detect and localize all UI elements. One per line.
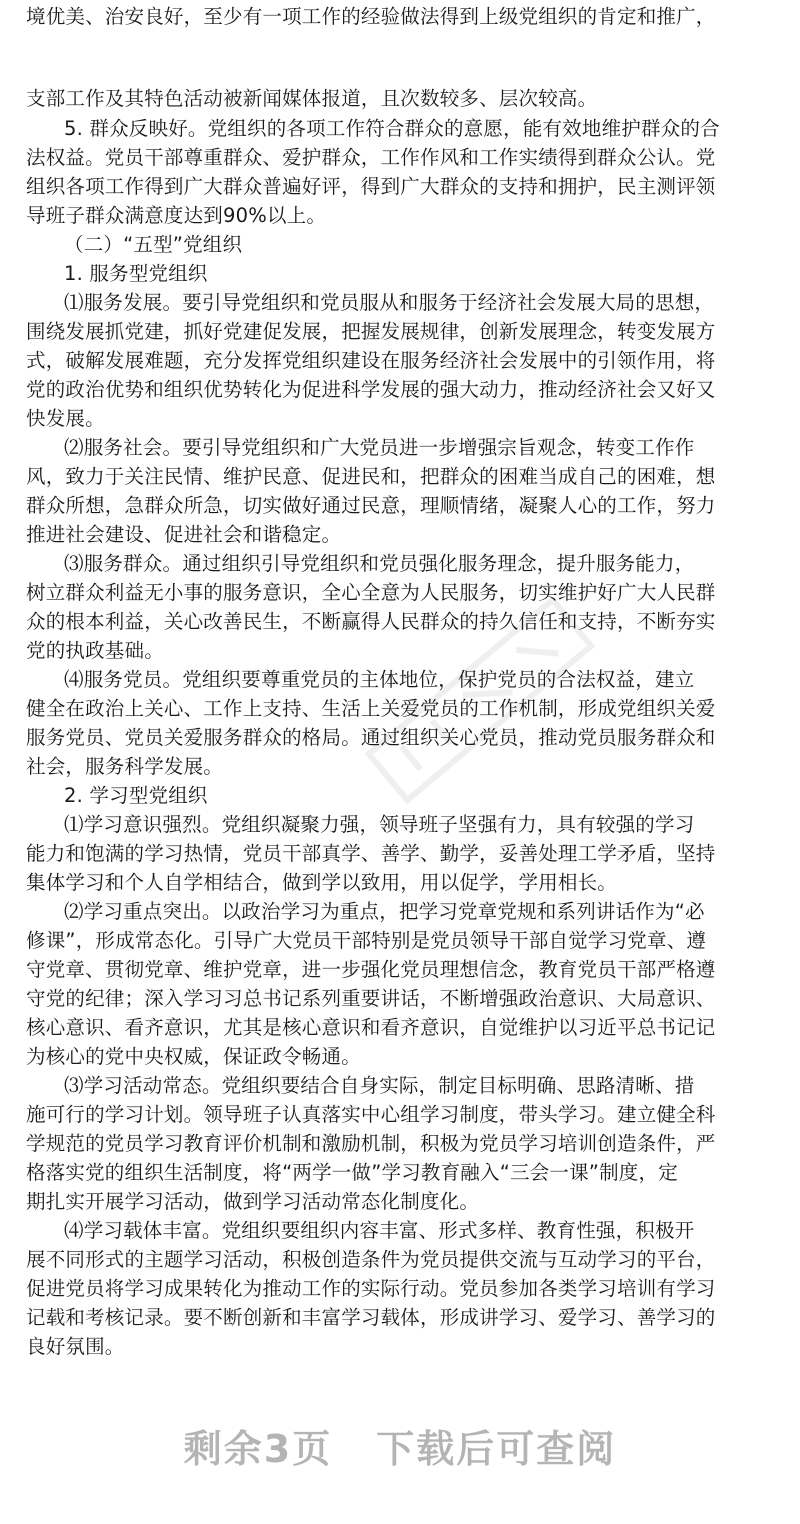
text-line: 健全在政治上关心、工作上支持、生活上关爱党员的工作机制，形成党组织关爱 (26, 697, 716, 720)
text-line: ⑷服务党员。党组织要尊重党员的主体地位，保护党员的合法权益，建立 (64, 668, 695, 691)
text-line: 组织各项工作得到广大群众普遍好评，得到广大群众的支持和拥护，民主测评领 (26, 175, 716, 198)
download-to-view-label: 下载后可查阅 (376, 1427, 617, 1471)
text-line: 服务党员、党员关爱服务群众的格局。通过组织关心党员，推动党员服务群众和 (26, 726, 716, 749)
text-line: ⑵服务社会。要引导党组织和广大党员进一步增强宗旨观念，转变工作作 (64, 436, 695, 459)
text-line: 快发展。 (26, 407, 105, 430)
text-line: 导班子群众满意度达到90%以上。 (26, 204, 327, 227)
text-line: 境优美、治安良好，至少有一项工作的经验做法得到上级党组织的肯定和推广， (26, 5, 716, 28)
subsection-heading: 2. 学习型党组织 (64, 784, 208, 807)
text-line: 法权益。党员干部尊重群众、爱护群众，工作作风和工作实绩得到群众公认。党 (26, 146, 716, 169)
text-line: 为核心的党中央权威，保证政令畅通。 (26, 1045, 361, 1068)
text-line: 学规范的党员学习教育评价机制和激励机制，积极为党员学习培训创造条件，严 (26, 1132, 716, 1155)
download-prompt[interactable] (0, 1418, 800, 1473)
text-line: 风，致力于关注民情、维护民意、促进民和，把群众的困难当成自己的困难，想 (26, 465, 716, 488)
text-line: 能力和饱满的学习热情，党员干部真学、善学、勤学，妥善处理工学矛盾，坚持 (26, 842, 716, 865)
text-line: 守党的纪律；深入学习习总书记系列重要讲话，不断增强政治意识、大局意识、 (26, 987, 716, 1010)
text-line: ⑷学习载体丰富。党组织要组织内容丰富、形式多样、教育性强，积极开 (64, 1219, 695, 1242)
remaining-pages-label: 剩余3页 (183, 1427, 333, 1471)
text-line: 党的政治优势和组织优势转化为促进科学发展的强大动力，推动经济社会又好又 (26, 378, 716, 401)
text-line: ⑵学习重点突出。以政治学习为重点，把学习党章党规和系列讲话作为“必 (64, 900, 705, 923)
text-line: ⑶学习活动常态。党组织要结合自身实际，制定目标明确、思路清晰、措 (64, 1074, 695, 1097)
text-line: 施可行的学习计划。领导班子认真落实中心组学习制度，带头学习。建立健全科 (26, 1103, 716, 1126)
text-line: 式，破解发展难题，充分发挥党组织建设在服务经济社会发展中的引领作用，将 (26, 349, 716, 372)
text-line: 群众所想，急群众所急，切实做好通过民意，理顺情绪，凝聚人心的工作，努力 (26, 494, 716, 517)
subsection-heading: 1. 服务型党组织 (64, 262, 208, 285)
text-line: 守党章、贯彻党章、维护党章，进一步强化党员理想信念，教育党员干部严格遵 (26, 958, 716, 981)
text-line: 记载和考核记录。要不断创新和丰富学习载体，形成讲学习、爱学习、善学习的 (26, 1306, 716, 1329)
text-line: 促进党员将学习成果转化为推动工作的实际行动。党员参加各类学习培训有学习 (26, 1277, 716, 1300)
section-heading: （二）“五型”党组织 (64, 233, 243, 256)
text-line: 核心意识、看齐意识，尤其是核心意识和看齐意识，自觉维护以习近平总书记记 (26, 1016, 716, 1039)
text-line: 支部工作及其特色活动被新闻媒体报道，且次数较多、层次较高。 (26, 87, 598, 110)
text-line: 集体学习和个人自学相结合，做到学以致用，用以促学，学用相长。 (26, 871, 618, 894)
text-line: ⑶服务群众。通过组织引导党组织和党员强化服务理念，提升服务能力， (64, 552, 695, 575)
text-line: 推进社会建设、促进社会和谐稳定。 (26, 523, 342, 546)
text-line: 展不同形式的主题学习活动，积极创造条件为党员提供交流与互动学习的平台， (26, 1248, 716, 1271)
text-line: 良好氛围。 (26, 1335, 125, 1358)
text-line: 围绕发展抓党建，抓好党建促发展，把握发展规律，创新发展理念，转变发展方 (26, 320, 716, 343)
text-line: ⑴学习意识强烈。党组织凝聚力强，领导班子坚强有力，具有较强的学习 (64, 813, 695, 836)
text-line: 5. 群众反映好。党组织的各项工作符合群众的意愿，能有效地维护群众的合 (64, 117, 720, 140)
text-line: 修课”，形成常态化。引导广大党员干部特别是党员领导干部自觉学习党章、遵 (26, 929, 707, 952)
text-line: 社会，服务科学发展。 (26, 755, 224, 778)
text-line: 党的执政基础。 (26, 639, 164, 662)
text-line: 树立群众利益无小事的服务意识，全心全意为人民服务，切实维护好广大人民群 (26, 581, 716, 604)
text-line: 期扎实开展学习活动，做到学习活动常态化制度化。 (26, 1190, 480, 1213)
text-line: 格落实党的组织生活制度，将“两学一做”学习教育融入“三会一课”制度，定 (26, 1161, 678, 1184)
text-line: ⑴服务发展。要引导党组织和党员服从和服务于经济社会发展大局的思想， (64, 291, 715, 314)
text-line: 众的根本利益，关心改善民生，不断赢得人民群众的持久信任和支持，不断夯实 (26, 610, 716, 633)
